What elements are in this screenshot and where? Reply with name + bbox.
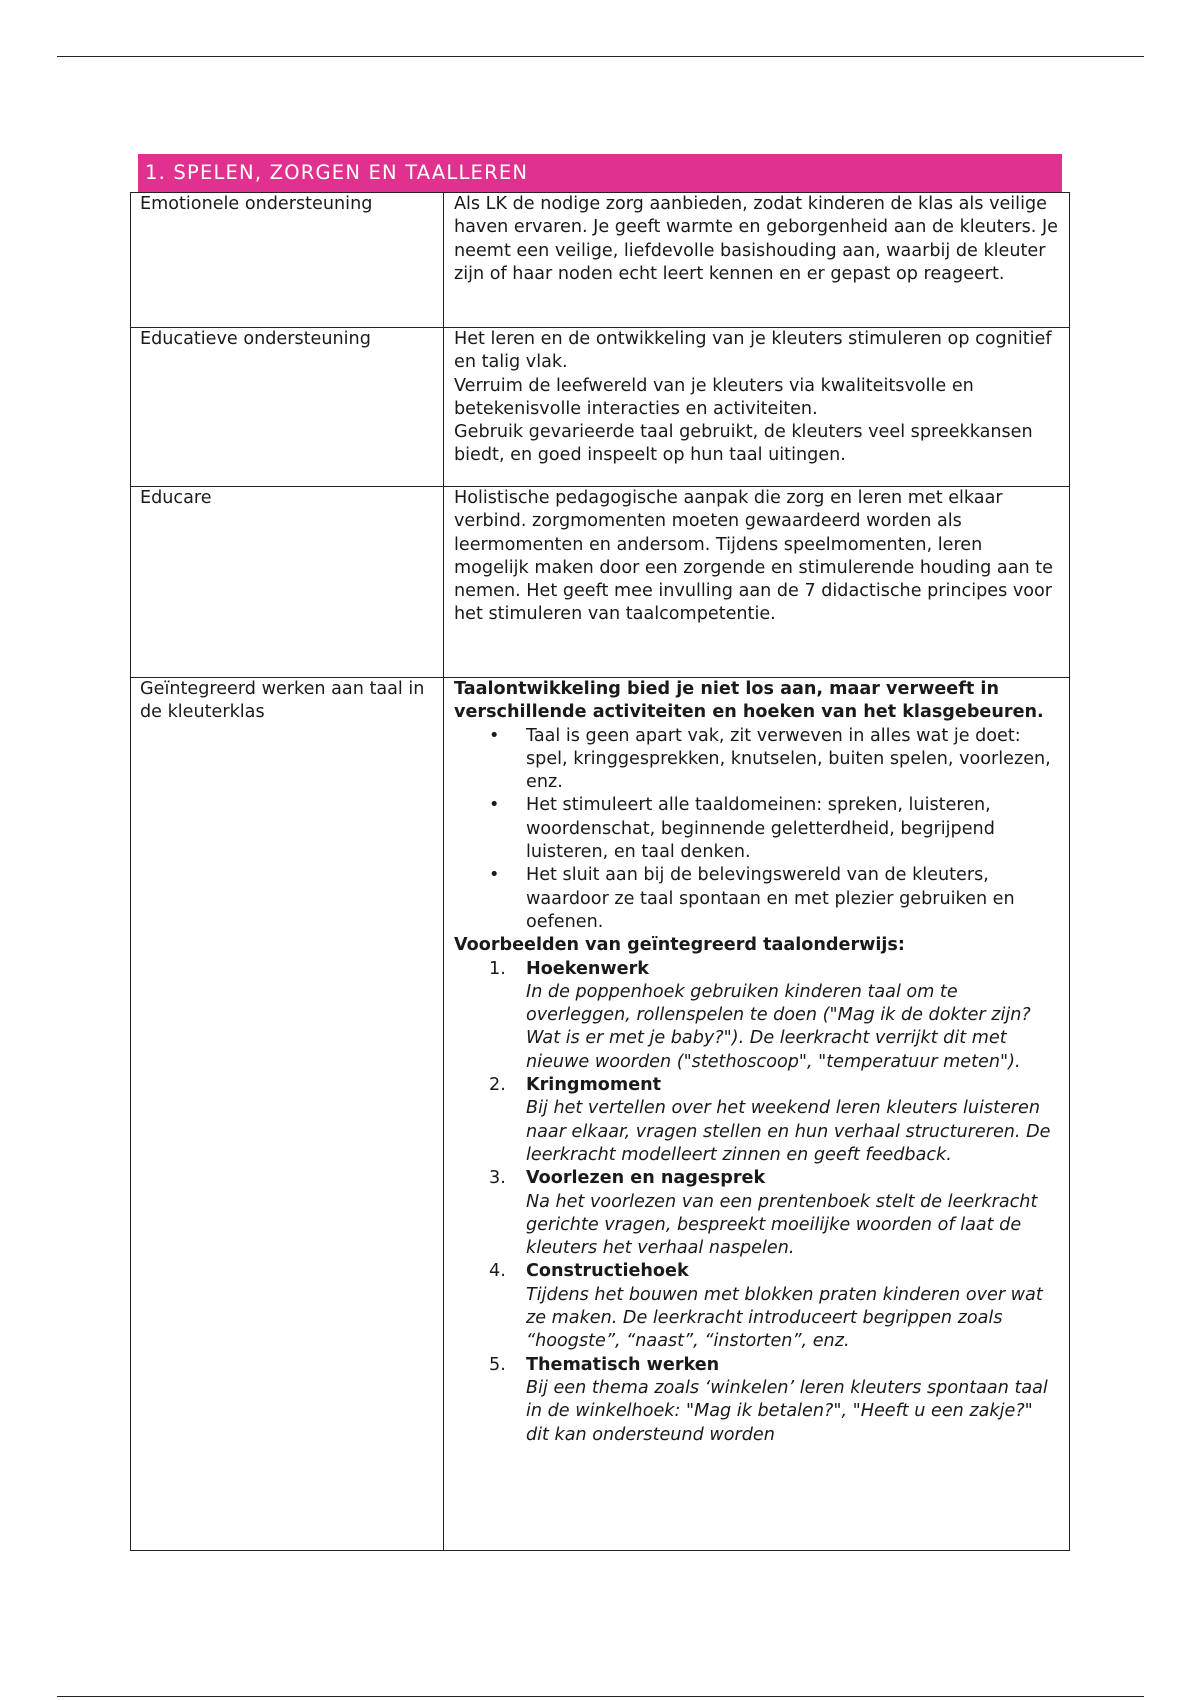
bullet-item: • Het sluit aan bij de belevingswereld van de kleuters, waardoor ze taal spontaan en met plezier gebruiken en oefenen. [526,864,1061,934]
term-cell: Geïntegreerd werken aan taal in de kleuterklas [131,678,444,1551]
example-text: Tijdens het bouwen met blokken praten kinderen over wat ze maken. De leerkracht introduceert begrippen zoals “hoogste”, “naast”, “instorten”, enz. [526,1284,1043,1352]
example-title: Voorlezen en nagesprek [526,1168,766,1189]
example-title: Kringmoment [526,1075,662,1096]
example-text: Bij een thema zoals ‘winkelen’ leren kleuters spontaan taal in de winkelhoek: "Mag ik betalen?", "Heeft u een zakje?" dit kan ondersteund worden [526,1377,1048,1445]
example-number: 5. [489,1354,506,1375]
example-item [489,1354,1061,1447]
header-rule [57,56,1144,57]
intro-statement: Taalontwikkeling bied je niet los aan, maar verweeft in verschillende activiteiten en hoeken van het klasgebeuren. [454,679,1044,723]
footer-rule [57,1696,1144,1697]
example-item [489,1074,1061,1167]
table-row [131,487,1070,678]
description-paragraph: Het leren en de ontwikkeling van je kleuters stimuleren op cognitief en talig vlak. [454,329,1052,373]
example-text: Na het voorlezen van een prentenboek stelt de leerkracht gerichte vragen, bespreekt moeilijke woorden of laat de kleuters het verhaal naspelen. [526,1191,1038,1259]
description-paragraph: Als LK de nodige zorg aanbieden, zodat kinderen de klas als veilige haven ervaren. Je geeft warmte en geborgenheid aan de kleuters. Je neemt een veilige, liefdevolle basishouding aan, waarbij de kleuter zijn of haar noden echt leert kennen en er gepast op reageert. [454,194,1058,284]
description-paragraph: Holistische pedagogische aanpak die zorg en leren met elkaar verbind. zorgmomenten moeten gewaardeerd worden als leermomenten en andersom. Tijdens speelmomenten, leren mogelijk maken door een zorgende en stimulerende houding aan te nemen. Het geeft mee invulling aan de 7 didactische principes voor het stimuleren van taalcompetentie. [454,488,1053,625]
description-paragraph: Verruim de leefwereld van je kleuters via kwaliteitsvolle en betekenisvolle interacties en activiteiten. [454,375,974,419]
description-cell [444,487,1070,678]
example-number: 4. [489,1261,506,1282]
example-title: Hoekenwerk [526,958,649,979]
table-row [131,193,1070,328]
term-cell: Emotionele ondersteuning [131,193,444,328]
example-text: Bij het vertellen over het weekend leren kleuters luisteren naar elkaar, vragen stellen en hun verhaal structureren. De leerkracht modelleert zinnen en geeft feedback. [526,1098,1051,1165]
bullet-item: • Taal is geen apart vak, zit verweven in alles wat je doet: spel, kringgesprekken, knutselen, buiten spelen, voorlezen, enz. [526,725,1061,795]
description-cell [444,193,1070,328]
table-row [131,678,1070,1551]
example-item [489,958,1061,1074]
example-title: Constructiehoek [526,1261,689,1282]
description-paragraph: Gebruik gevarieerde taal gebruikt, de kleuters veel spreekkansen biedt, en goed inspeelt op hun taal uitingen. [454,422,1033,466]
examples-list [454,958,1061,1447]
section-title: 1. SPELEN, ZORGEN EN TAALLEREN [138,154,1062,192]
example-number: 2. [489,1075,506,1096]
example-number: 3. [489,1168,506,1189]
example-number: 1. [489,958,506,979]
term-cell: Educatieve ondersteuning [131,328,444,487]
example-item [489,1167,1061,1260]
examples-heading: Voorbeelden van geïntegreerd taalonderwijs: [454,935,905,956]
concept-table [130,192,1070,1551]
bullet-list [454,725,1061,935]
example-text: In de poppenhoek gebruiken kinderen taal om te overleggen, rollenspelen te doen ("Mag ik de dokter zijn? Wat is er met je baby?"). De leerkracht verrijkt dit met nieuwe woorden ("stethoscoop", "temperatuur meten"). [526,981,1031,1072]
term-cell: Educare [131,487,444,678]
description-cell [444,678,1070,1551]
description-cell [444,328,1070,487]
example-item [489,1260,1061,1353]
bullet-item: • Het stimuleert alle taaldomeinen: spreken, luisteren, woordenschat, beginnende geletterdheid, begrijpend luisteren, en taal denken. [526,794,1061,864]
example-title: Thematisch werken [526,1354,720,1375]
table-row [131,328,1070,487]
